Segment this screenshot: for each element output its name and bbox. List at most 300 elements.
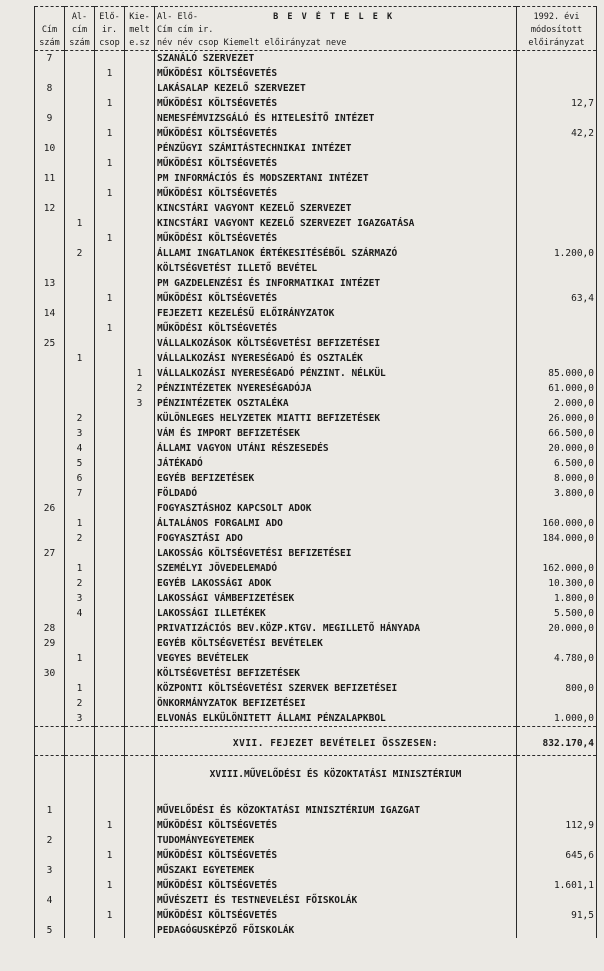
item-value bbox=[517, 261, 597, 276]
item-value bbox=[517, 186, 597, 201]
alcim-number bbox=[65, 366, 95, 381]
table-row bbox=[35, 486, 597, 501]
item-value bbox=[517, 231, 597, 246]
kiemelt-number bbox=[125, 666, 155, 681]
cim-number bbox=[35, 516, 65, 531]
table-row bbox=[35, 546, 597, 561]
eloir-csop: 1 bbox=[95, 878, 125, 893]
alcim-number bbox=[65, 96, 95, 111]
alcim-number: 2 bbox=[65, 246, 95, 261]
alcim-number: 3 bbox=[65, 711, 95, 727]
kiemelt-number bbox=[125, 471, 155, 486]
eloir-csop bbox=[95, 261, 125, 276]
table-row bbox=[35, 923, 597, 938]
table-row bbox=[35, 201, 597, 216]
alcim-number bbox=[65, 66, 95, 81]
cim-number: 7 bbox=[35, 51, 65, 67]
alcim-number bbox=[65, 621, 95, 636]
alcim-number bbox=[65, 893, 95, 908]
eloir-csop bbox=[95, 456, 125, 471]
table-row bbox=[35, 606, 597, 621]
eloir-csop bbox=[95, 471, 125, 486]
item-name: KÖZPONTI KÖLTSÉGVETÉSI SZERVEK BEFIZETÉSEI bbox=[155, 681, 517, 696]
table-row bbox=[35, 711, 597, 727]
cim-number bbox=[35, 411, 65, 426]
alcim-number bbox=[65, 141, 95, 156]
hdr-kiem-2: melt bbox=[125, 24, 155, 37]
hdr-alcim-1: Al- bbox=[65, 11, 95, 24]
hdr-csop: csop bbox=[197, 38, 219, 48]
eloir-csop: 1 bbox=[95, 186, 125, 201]
alcim-number: 7 bbox=[65, 486, 95, 501]
total-label: XVII. FEJEZET BEVÉTELEI ÖSSZESEN: bbox=[155, 733, 517, 756]
table-row bbox=[35, 636, 597, 651]
hdr-eloiranyzat: előirányzat bbox=[517, 37, 597, 51]
table-row bbox=[35, 96, 597, 111]
alcim-number bbox=[65, 863, 95, 878]
item-value: 1.800,0 bbox=[517, 591, 597, 606]
cim-number bbox=[35, 651, 65, 666]
item-value: 1.601,1 bbox=[517, 878, 597, 893]
cim-number: 27 bbox=[35, 546, 65, 561]
cim-number bbox=[35, 321, 65, 336]
cim-number: 26 bbox=[35, 501, 65, 516]
alcim-number bbox=[65, 848, 95, 863]
kiemelt-number bbox=[125, 246, 155, 261]
section-heading-row bbox=[35, 762, 597, 788]
kiemelt-number bbox=[125, 621, 155, 636]
eloir-csop bbox=[95, 246, 125, 261]
eloir-csop bbox=[95, 651, 125, 666]
alcim-number bbox=[65, 546, 95, 561]
cim-number bbox=[35, 576, 65, 591]
item-value bbox=[517, 636, 597, 651]
table-row bbox=[35, 321, 597, 336]
kiemelt-number bbox=[125, 681, 155, 696]
item-value: 85.000,0 bbox=[517, 366, 597, 381]
item-name: PM GAZDELENZÉSI ÉS INFORMATIKAI INTÉZET bbox=[155, 276, 517, 291]
kiemelt-number bbox=[125, 516, 155, 531]
item-value bbox=[517, 321, 597, 336]
table-row bbox=[35, 501, 597, 516]
item-name: VÁLLALKOZÁSI NYERESÉGADÓ ÉS OSZTALÉK bbox=[155, 351, 517, 366]
cim-number bbox=[35, 908, 65, 923]
table-row bbox=[35, 591, 597, 606]
cim-number bbox=[35, 531, 65, 546]
item-name: MŰKÖDÉSI KÖLTSÉGVETÉS bbox=[155, 156, 517, 171]
eloir-csop bbox=[95, 486, 125, 501]
kiemelt-number bbox=[125, 818, 155, 833]
table-row bbox=[35, 246, 597, 261]
item-name: MŰKÖDÉSI KÖLTSÉGVETÉS bbox=[155, 818, 517, 833]
table-row bbox=[35, 576, 597, 591]
kiemelt-number bbox=[125, 141, 155, 156]
kiemelt-number bbox=[125, 923, 155, 938]
alcim-number: 2 bbox=[65, 576, 95, 591]
hdr-al-1: Al- bbox=[157, 12, 173, 22]
cim-number bbox=[35, 96, 65, 111]
cim-number bbox=[35, 156, 65, 171]
hdr-sub-cell-2 bbox=[155, 24, 517, 37]
item-value: 6.500,0 bbox=[517, 456, 597, 471]
hdr-eloir-1: Elő- bbox=[95, 11, 125, 24]
kiemelt-number bbox=[125, 863, 155, 878]
cim-number: 13 bbox=[35, 276, 65, 291]
item-name: FOGYASZTÁSI ADO bbox=[155, 531, 517, 546]
item-name: TUDOMÁNYEGYETEMEK bbox=[155, 833, 517, 848]
table-row bbox=[35, 893, 597, 908]
table-row bbox=[35, 51, 597, 67]
kiemelt-number bbox=[125, 126, 155, 141]
cim-number bbox=[35, 426, 65, 441]
kiemelt-number: 2 bbox=[125, 381, 155, 396]
item-value bbox=[517, 336, 597, 351]
item-name: KÜLÖNLEGES HELYZETEK MIATTI BEFIZETÉSEK bbox=[155, 411, 517, 426]
budget-table bbox=[34, 6, 597, 938]
cim-number: 14 bbox=[35, 306, 65, 321]
kiemelt-number bbox=[125, 171, 155, 186]
item-name: MŰKÖDÉSI KÖLTSÉGVETÉS bbox=[155, 848, 517, 863]
item-name: LAKOSSÁG KÖLTSÉGVETÉSI BEFIZETÉSEI bbox=[155, 546, 517, 561]
hdr-eloir-3: csop bbox=[95, 37, 125, 51]
hdr-kiem-3: e.sz bbox=[125, 37, 155, 51]
item-name: VÁLLALKOZÁSI NYERESÉGADÓ PÉNZINT. NÉLKÜL bbox=[155, 366, 517, 381]
eloir-csop bbox=[95, 366, 125, 381]
eloir-csop bbox=[95, 681, 125, 696]
item-value: 12,7 bbox=[517, 96, 597, 111]
item-value bbox=[517, 666, 597, 681]
alcim-number: 4 bbox=[65, 606, 95, 621]
item-value: 61.000,0 bbox=[517, 381, 597, 396]
cim-number bbox=[35, 231, 65, 246]
cim-number: 2 bbox=[35, 833, 65, 848]
item-value bbox=[517, 51, 597, 67]
alcim-number: 4 bbox=[65, 441, 95, 456]
eloir-csop bbox=[95, 591, 125, 606]
eloir-csop bbox=[95, 546, 125, 561]
item-value: 800,0 bbox=[517, 681, 597, 696]
hdr-alcim-nev: cím bbox=[177, 25, 193, 35]
eloir-csop bbox=[95, 531, 125, 546]
table-row bbox=[35, 111, 597, 126]
hdr-nev-1: név bbox=[157, 38, 173, 48]
hdr-cim-3: szám bbox=[35, 37, 65, 51]
kiemelt-number bbox=[125, 321, 155, 336]
table-row bbox=[35, 366, 597, 381]
item-value: 645,6 bbox=[517, 848, 597, 863]
item-name: FOGYASZTÁSHOZ KAPCSOLT ADOK bbox=[155, 501, 517, 516]
cim-number: 28 bbox=[35, 621, 65, 636]
table-row bbox=[35, 878, 597, 893]
kiemelt-number bbox=[125, 908, 155, 923]
alcim-number: 2 bbox=[65, 531, 95, 546]
item-name: ELVONÁS ELKÜLÖNITETT ÁLLAMI PÉNZALAPKBOL bbox=[155, 711, 517, 727]
item-name: ÁLLAMI VAGYON UTÁNI RÉSZESEDÉS bbox=[155, 441, 517, 456]
cim-number bbox=[35, 396, 65, 411]
eloir-csop bbox=[95, 216, 125, 231]
kiemelt-number bbox=[125, 591, 155, 606]
alcim-number: 6 bbox=[65, 471, 95, 486]
hdr-eloir-nev: ir. bbox=[197, 25, 214, 35]
hdr-year: 1992. évi bbox=[517, 11, 597, 24]
alcim-number bbox=[65, 186, 95, 201]
item-value: 184.000,0 bbox=[517, 531, 597, 546]
kiemelt-number bbox=[125, 456, 155, 471]
kiemelt-number bbox=[125, 561, 155, 576]
cim-number bbox=[35, 381, 65, 396]
table-row bbox=[35, 381, 597, 396]
item-value bbox=[517, 351, 597, 366]
item-name: VEGYES BEVÉTELEK bbox=[155, 651, 517, 666]
item-name: SZEMÉLYI JÖVEDELEMADÓ bbox=[155, 561, 517, 576]
eloir-csop bbox=[95, 923, 125, 938]
cim-number bbox=[35, 261, 65, 276]
kiemelt-number bbox=[125, 878, 155, 893]
table-body-xviii bbox=[35, 803, 597, 938]
item-value: 8.000,0 bbox=[517, 471, 597, 486]
item-name: KINCSTÁRI VAGYONT KEZELŐ SZERVEZET IGAZGATÁSA bbox=[155, 216, 517, 231]
item-name: MŰSZAKI EGYETEMEK bbox=[155, 863, 517, 878]
eloir-csop bbox=[95, 501, 125, 516]
eloir-csop bbox=[95, 893, 125, 908]
kiemelt-number bbox=[125, 576, 155, 591]
kiemelt-number bbox=[125, 201, 155, 216]
item-value bbox=[517, 201, 597, 216]
cim-number bbox=[35, 291, 65, 306]
table-row bbox=[35, 231, 597, 246]
kiemelt-number bbox=[125, 231, 155, 246]
eloir-csop bbox=[95, 833, 125, 848]
item-value: 10.300,0 bbox=[517, 576, 597, 591]
eloir-csop bbox=[95, 51, 125, 67]
kiemelt-number bbox=[125, 426, 155, 441]
item-name: MŰVÉSZETI ÉS TESTNEVELÉSI FŐISKOLÁK bbox=[155, 893, 517, 908]
cim-number bbox=[35, 818, 65, 833]
table-row bbox=[35, 621, 597, 636]
table-row bbox=[35, 351, 597, 366]
item-name: PÉNZINTÉZETEK OSZTALÉKA bbox=[155, 396, 517, 411]
kiemelt-number bbox=[125, 833, 155, 848]
item-name: KÖLTSÉGVETÉST ILLETŐ BEVÉTEL bbox=[155, 261, 517, 276]
eloir-csop bbox=[95, 81, 125, 96]
item-value: 4.780,0 bbox=[517, 651, 597, 666]
item-name: PÉNZÜGYI SZÁMITÁSTECHNIKAI INTÉZET bbox=[155, 141, 517, 156]
item-name: SZANÁLÓ SZERVEZET bbox=[155, 51, 517, 67]
cim-number: 9 bbox=[35, 111, 65, 126]
total-section bbox=[35, 727, 597, 804]
cim-number bbox=[35, 216, 65, 231]
hdr-bevetelek-title: B E V É T E L E K bbox=[273, 12, 395, 22]
eloir-csop: 1 bbox=[95, 291, 125, 306]
cim-number: 30 bbox=[35, 666, 65, 681]
eloir-csop bbox=[95, 863, 125, 878]
table-row bbox=[35, 441, 597, 456]
eloir-csop bbox=[95, 381, 125, 396]
hdr-cim-1 bbox=[35, 11, 65, 24]
cim-number: 1 bbox=[35, 803, 65, 818]
hdr-cim-2: Cím bbox=[35, 24, 65, 37]
eloir-csop: 1 bbox=[95, 908, 125, 923]
table-body-xvii bbox=[35, 51, 597, 727]
item-name: PM INFORMÁCIÓS ÉS MODSZERTANI INTÉZET bbox=[155, 171, 517, 186]
kiemelt-number bbox=[125, 696, 155, 711]
cim-number: 4 bbox=[35, 893, 65, 908]
cim-number: 11 bbox=[35, 171, 65, 186]
item-value: 66.500,0 bbox=[517, 426, 597, 441]
cim-number bbox=[35, 696, 65, 711]
alcim-number bbox=[65, 51, 95, 67]
alcim-number bbox=[65, 81, 95, 96]
table-row bbox=[35, 126, 597, 141]
item-name: MŰKÖDÉSI KÖLTSÉGVETÉS bbox=[155, 321, 517, 336]
table-row bbox=[35, 291, 597, 306]
table-header bbox=[35, 7, 597, 51]
cim-number bbox=[35, 711, 65, 727]
item-value bbox=[517, 276, 597, 291]
cim-number bbox=[35, 486, 65, 501]
item-name: LAKOSSÁGI VÁMBEFIZETÉSEK bbox=[155, 591, 517, 606]
eloir-csop bbox=[95, 426, 125, 441]
cim-number: 8 bbox=[35, 81, 65, 96]
alcim-number bbox=[65, 171, 95, 186]
kiemelt-number bbox=[125, 546, 155, 561]
table-row bbox=[35, 456, 597, 471]
section-title: XVIII.MŰVELŐDÉSI ÉS KÖZOKTATÁSI MINISZTÉRIUM bbox=[155, 762, 517, 788]
total-value: 832.170,4 bbox=[517, 733, 597, 756]
alcim-number bbox=[65, 501, 95, 516]
eloir-csop bbox=[95, 411, 125, 426]
table-row bbox=[35, 306, 597, 321]
eloir-csop: 1 bbox=[95, 848, 125, 863]
eloir-csop bbox=[95, 306, 125, 321]
table-row bbox=[35, 531, 597, 546]
item-name: LAKÁSALAP KEZELŐ SZERVEZET bbox=[155, 81, 517, 96]
table-row bbox=[35, 908, 597, 923]
hdr-nev-2: név bbox=[177, 38, 193, 48]
item-value: 2.000,0 bbox=[517, 396, 597, 411]
cim-number bbox=[35, 606, 65, 621]
eloir-csop: 1 bbox=[95, 231, 125, 246]
alcim-number: 1 bbox=[65, 651, 95, 666]
alcim-number: 5 bbox=[65, 456, 95, 471]
table-row bbox=[35, 666, 597, 681]
item-value bbox=[517, 696, 597, 711]
cim-number: 3 bbox=[35, 863, 65, 878]
alcim-number bbox=[65, 803, 95, 818]
item-value bbox=[517, 66, 597, 81]
eloir-csop bbox=[95, 696, 125, 711]
kiemelt-number bbox=[125, 651, 155, 666]
table-row bbox=[35, 651, 597, 666]
cim-number bbox=[35, 848, 65, 863]
alcim-number: 1 bbox=[65, 561, 95, 576]
item-name: PÉNZINTÉZETEK NYERESÉGADÓJA bbox=[155, 381, 517, 396]
item-name: MŰKÖDÉSI KÖLTSÉGVETÉS bbox=[155, 291, 517, 306]
kiemelt-number bbox=[125, 486, 155, 501]
hdr-elo-1: Elő- bbox=[177, 12, 198, 22]
kiemelt-number bbox=[125, 411, 155, 426]
hdr-alcim-3: szám bbox=[65, 37, 95, 51]
item-value: 5.500,0 bbox=[517, 606, 597, 621]
item-value: 26.000,0 bbox=[517, 411, 597, 426]
alcim-number bbox=[65, 833, 95, 848]
item-name: MŰKÖDÉSI KÖLTSÉGVETÉS bbox=[155, 66, 517, 81]
alcim-number bbox=[65, 156, 95, 171]
item-name: MŰKÖDÉSI KÖLTSÉGVETÉS bbox=[155, 231, 517, 246]
alcim-number bbox=[65, 818, 95, 833]
kiemelt-number bbox=[125, 276, 155, 291]
table-row bbox=[35, 171, 597, 186]
kiemelt-number bbox=[125, 216, 155, 231]
table-row bbox=[35, 141, 597, 156]
cim-number bbox=[35, 126, 65, 141]
table-row bbox=[35, 561, 597, 576]
hdr-modositott: módosított bbox=[517, 24, 597, 37]
cim-number bbox=[35, 66, 65, 81]
table-row bbox=[35, 216, 597, 231]
alcim-number bbox=[65, 291, 95, 306]
alcim-number bbox=[65, 396, 95, 411]
cim-number: 29 bbox=[35, 636, 65, 651]
eloir-csop bbox=[95, 516, 125, 531]
hdr-kiem-1: Kie- bbox=[125, 11, 155, 24]
item-value bbox=[517, 833, 597, 848]
table-row bbox=[35, 803, 597, 818]
alcim-number bbox=[65, 908, 95, 923]
alcim-number: 1 bbox=[65, 216, 95, 231]
eloir-csop bbox=[95, 711, 125, 727]
cim-number bbox=[35, 591, 65, 606]
kiemelt-number bbox=[125, 186, 155, 201]
eloir-csop bbox=[95, 201, 125, 216]
kiemelt-number bbox=[125, 51, 155, 67]
cim-number bbox=[35, 681, 65, 696]
cim-number bbox=[35, 561, 65, 576]
cim-number: 25 bbox=[35, 336, 65, 351]
cim-number bbox=[35, 186, 65, 201]
table-row bbox=[35, 426, 597, 441]
item-value bbox=[517, 81, 597, 96]
item-value bbox=[517, 923, 597, 938]
item-value: 91,5 bbox=[517, 908, 597, 923]
kiemelt-number: 3 bbox=[125, 396, 155, 411]
item-name: NEMESFÉMVIZSGÁLÓ ÉS HITELESÍTŐ INTÉZET bbox=[155, 111, 517, 126]
item-name: ÁLTALÁNOS FORGALMI ADO bbox=[155, 516, 517, 531]
eloir-csop: 1 bbox=[95, 156, 125, 171]
cim-number bbox=[35, 366, 65, 381]
kiemelt-number bbox=[125, 351, 155, 366]
kiemelt-number bbox=[125, 711, 155, 727]
item-value bbox=[517, 141, 597, 156]
eloir-csop: 1 bbox=[95, 66, 125, 81]
table-row bbox=[35, 66, 597, 81]
alcim-number: 3 bbox=[65, 591, 95, 606]
alcim-number bbox=[65, 336, 95, 351]
alcim-number bbox=[65, 878, 95, 893]
kiemelt-number bbox=[125, 156, 155, 171]
item-name: KINCSTÁRI VAGYONT KEZELŐ SZERVEZET bbox=[155, 201, 517, 216]
item-value: 162.000,0 bbox=[517, 561, 597, 576]
cim-number bbox=[35, 878, 65, 893]
alcim-number bbox=[65, 276, 95, 291]
table-row bbox=[35, 81, 597, 96]
item-name: ÁLLAMI INGATLANOK ÉRTÉKESITÉSÉBŐL SZÁRMAZÓ bbox=[155, 246, 517, 261]
item-name: VÁM ÉS IMPORT BEFIZETÉSEK bbox=[155, 426, 517, 441]
kiemelt-number bbox=[125, 636, 155, 651]
kiemelt-number bbox=[125, 261, 155, 276]
item-value bbox=[517, 546, 597, 561]
eloir-csop bbox=[95, 606, 125, 621]
